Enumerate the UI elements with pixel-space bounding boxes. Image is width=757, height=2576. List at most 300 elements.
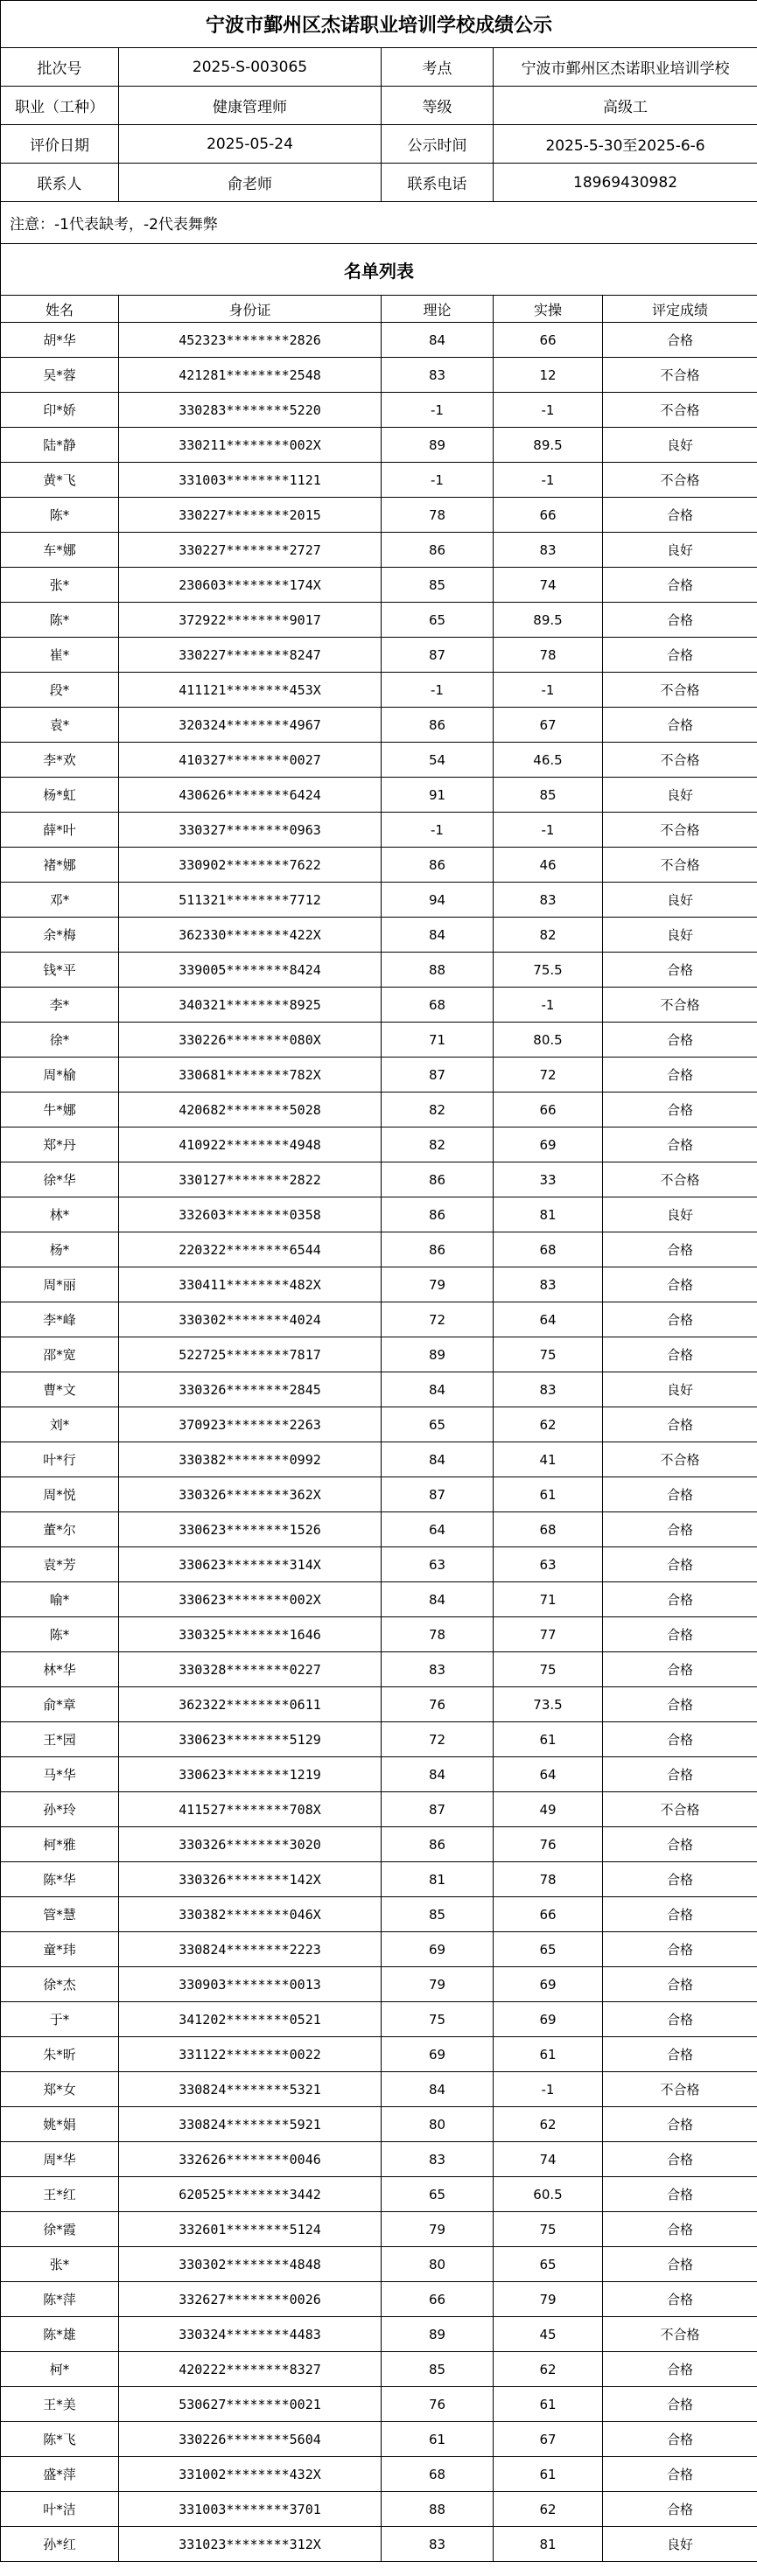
- cell-id-number: 330328********0227: [119, 1652, 382, 1687]
- table-row: [1, 358, 757, 393]
- cell-name: 曹*文: [1, 1372, 119, 1407]
- info-value-level: 高级工: [494, 87, 757, 125]
- cell-id-number: 411527********708X: [119, 1792, 382, 1827]
- cell-name: 杨*虹: [1, 778, 119, 813]
- cell-practice-score: 66: [494, 1093, 603, 1127]
- cell-name: 吴*蓉: [1, 358, 119, 393]
- cell-id-number: 330227********2015: [119, 498, 382, 533]
- cell-id-number: 420222********8327: [119, 2352, 382, 2387]
- cell-name: 徐*华: [1, 1162, 119, 1197]
- info-label-contact: 联系人: [1, 164, 119, 202]
- cell-practice-score: 82: [494, 918, 603, 953]
- table-row: [1, 1722, 757, 1757]
- table-row: [1, 1267, 757, 1302]
- cell-result: 合格: [603, 2212, 757, 2247]
- cell-result: 合格: [603, 1267, 757, 1302]
- table-row: [1, 2212, 757, 2247]
- cell-name: 朱*昕: [1, 2037, 119, 2072]
- table-row: [1, 2492, 757, 2527]
- cell-practice-score: 62: [494, 1407, 603, 1442]
- cell-theory-score: 86: [382, 1162, 494, 1197]
- cell-practice-score: -1: [494, 813, 603, 848]
- cell-practice-score: -1: [494, 393, 603, 428]
- cell-id-number: 421281********2548: [119, 358, 382, 393]
- cell-result: 良好: [603, 918, 757, 953]
- cell-result: 合格: [603, 1023, 757, 1058]
- cell-practice-score: 79: [494, 2282, 603, 2317]
- cell-name: 陈*: [1, 498, 119, 533]
- cell-result: 合格: [603, 2492, 757, 2527]
- cell-result: 合格: [603, 2352, 757, 2387]
- cell-theory-score: 86: [382, 533, 494, 568]
- cell-id-number: 330824********5921: [119, 2107, 382, 2142]
- cell-name: 孙*红: [1, 2527, 119, 2562]
- cell-name: 张*: [1, 2247, 119, 2282]
- list-title: 名单列表: [1, 244, 757, 296]
- cell-result: 合格: [603, 1652, 757, 1687]
- cell-id-number: 331023********312X: [119, 2527, 382, 2562]
- cell-result: 合格: [603, 1617, 757, 1652]
- cell-name: 郑*丹: [1, 1127, 119, 1162]
- cell-id-number: 420682********5028: [119, 1093, 382, 1127]
- table-row: [1, 1337, 757, 1372]
- cell-id-number: 522725********7817: [119, 1337, 382, 1372]
- cell-id-number: 530627********0021: [119, 2387, 382, 2422]
- cell-result: 合格: [603, 2142, 757, 2177]
- table-row: [1, 428, 757, 463]
- note-text: 注意：-1代表缺考，-2代表舞弊: [1, 202, 757, 244]
- cell-practice-score: 49: [494, 1792, 603, 1827]
- cell-theory-score: 76: [382, 2387, 494, 2422]
- cell-theory-score: 71: [382, 1023, 494, 1058]
- cell-result: 不合格: [603, 848, 757, 883]
- header-result: 评定成绩: [603, 296, 757, 323]
- table-row: [1, 1547, 757, 1582]
- cell-name: 于*: [1, 2002, 119, 2037]
- cell-practice-score: 83: [494, 1267, 603, 1302]
- info-value-publicity-time: 2025-5-30至2025-6-6: [494, 125, 757, 164]
- cell-practice-score: 75: [494, 1337, 603, 1372]
- cell-id-number: 330623********314X: [119, 1547, 382, 1582]
- cell-name: 陈*萍: [1, 2282, 119, 2317]
- cell-practice-score: 66: [494, 323, 603, 358]
- table-row: [1, 323, 757, 358]
- cell-result: 不合格: [603, 1442, 757, 1477]
- cell-theory-score: 85: [382, 2352, 494, 2387]
- cell-name: 周*悦: [1, 1477, 119, 1512]
- cell-theory-score: 80: [382, 2107, 494, 2142]
- cell-id-number: 362330********422X: [119, 918, 382, 953]
- cell-theory-score: 65: [382, 1407, 494, 1442]
- cell-name: 袁*芳: [1, 1547, 119, 1582]
- table-row: [1, 1687, 757, 1722]
- table-row: [1, 1302, 757, 1337]
- table-row: [1, 1023, 757, 1058]
- cell-name: 徐*杰: [1, 1967, 119, 2002]
- cell-theory-score: 68: [382, 988, 494, 1023]
- cell-name: 俞*章: [1, 1687, 119, 1722]
- cell-id-number: 332603********0358: [119, 1197, 382, 1232]
- cell-result: 合格: [603, 1582, 757, 1617]
- cell-result: 不合格: [603, 743, 757, 778]
- cell-id-number: 339005********8424: [119, 953, 382, 988]
- cell-practice-score: 68: [494, 1232, 603, 1267]
- table-row: [1, 2387, 757, 2422]
- cell-practice-score: 69: [494, 1967, 603, 2002]
- cell-name: 柯*雅: [1, 1827, 119, 1862]
- table-row: [1, 1967, 757, 2002]
- cell-result: 合格: [603, 1407, 757, 1442]
- table-row: [1, 1582, 757, 1617]
- cell-id-number: 330226********5604: [119, 2422, 382, 2457]
- cell-theory-score: 79: [382, 2212, 494, 2247]
- cell-result: 不合格: [603, 2317, 757, 2352]
- cell-practice-score: 72: [494, 1058, 603, 1093]
- cell-name: 褚*娜: [1, 848, 119, 883]
- cell-result: 合格: [603, 1232, 757, 1267]
- cell-practice-score: 60.5: [494, 2177, 603, 2212]
- cell-name: 陈*雄: [1, 2317, 119, 2352]
- cell-practice-score: 64: [494, 1302, 603, 1337]
- cell-result: 不合格: [603, 463, 757, 498]
- cell-id-number: 362322********0611: [119, 1687, 382, 1722]
- cell-id-number: 330326********142X: [119, 1862, 382, 1897]
- cell-theory-score: -1: [382, 673, 494, 708]
- header-name: 姓名: [1, 296, 119, 323]
- cell-result: 合格: [603, 2247, 757, 2282]
- cell-theory-score: 54: [382, 743, 494, 778]
- cell-practice-score: 68: [494, 1512, 603, 1547]
- cell-id-number: 410327********0027: [119, 743, 382, 778]
- table-row: [1, 2037, 757, 2072]
- info-label-site: 考点: [382, 48, 494, 87]
- cell-name: 张*: [1, 568, 119, 603]
- cell-result: 合格: [603, 1093, 757, 1127]
- cell-id-number: 330127********2822: [119, 1162, 382, 1197]
- info-value-eval-date: 2025-05-24: [119, 125, 382, 164]
- cell-name: 崔*: [1, 638, 119, 673]
- cell-name: 周*华: [1, 2142, 119, 2177]
- table-row: [1, 1897, 757, 1932]
- cell-id-number: 330903********0013: [119, 1967, 382, 2002]
- cell-theory-score: 81: [382, 1862, 494, 1897]
- cell-theory-score: 87: [382, 1792, 494, 1827]
- cell-name: 王*红: [1, 2177, 119, 2212]
- cell-theory-score: 84: [382, 1757, 494, 1792]
- cell-theory-score: 86: [382, 1232, 494, 1267]
- cell-result: 良好: [603, 1197, 757, 1232]
- cell-name: 马*华: [1, 1757, 119, 1792]
- table-row: [1, 1442, 757, 1477]
- cell-name: 薛*叶: [1, 813, 119, 848]
- cell-theory-score: 94: [382, 883, 494, 918]
- cell-practice-score: 65: [494, 1932, 603, 1967]
- cell-practice-score: 77: [494, 1617, 603, 1652]
- cell-name: 徐*: [1, 1023, 119, 1058]
- cell-practice-score: 89.5: [494, 428, 603, 463]
- cell-theory-score: 85: [382, 568, 494, 603]
- cell-theory-score: 86: [382, 1827, 494, 1862]
- cell-theory-score: 89: [382, 2317, 494, 2352]
- cell-name: 柯*: [1, 2352, 119, 2387]
- cell-theory-score: 76: [382, 1687, 494, 1722]
- cell-name: 陈*华: [1, 1862, 119, 1897]
- cell-theory-score: 84: [382, 1582, 494, 1617]
- cell-practice-score: 71: [494, 1582, 603, 1617]
- cell-name: 陈*飞: [1, 2422, 119, 2457]
- cell-result: 合格: [603, 1127, 757, 1162]
- info-label-occupation: 职业（工种）: [1, 87, 119, 125]
- cell-id-number: 330324********4483: [119, 2317, 382, 2352]
- table-row: [1, 2107, 757, 2142]
- cell-id-number: 330382********0992: [119, 1442, 382, 1477]
- info-label-batch: 批次号: [1, 48, 119, 87]
- cell-result: 合格: [603, 1058, 757, 1093]
- cell-practice-score: 75.5: [494, 953, 603, 988]
- table-row: [1, 918, 757, 953]
- cell-theory-score: 87: [382, 1058, 494, 1093]
- cell-practice-score: 80.5: [494, 1023, 603, 1058]
- cell-name: 陈*: [1, 1617, 119, 1652]
- cell-practice-score: 69: [494, 1127, 603, 1162]
- cell-theory-score: 75: [382, 2002, 494, 2037]
- cell-name: 周*丽: [1, 1267, 119, 1302]
- table-row: [1, 1197, 757, 1232]
- cell-name: 钱*平: [1, 953, 119, 988]
- cell-practice-score: 69: [494, 2002, 603, 2037]
- cell-id-number: 330302********4024: [119, 1302, 382, 1337]
- table-row: [1, 2422, 757, 2457]
- cell-practice-score: 63: [494, 1547, 603, 1582]
- table-row: [1, 1652, 757, 1687]
- cell-result: 不合格: [603, 1162, 757, 1197]
- cell-theory-score: 79: [382, 1267, 494, 1302]
- cell-name: 袁*: [1, 708, 119, 743]
- cell-practice-score: 62: [494, 2492, 603, 2527]
- cell-name: 董*尔: [1, 1512, 119, 1547]
- cell-result: 合格: [603, 708, 757, 743]
- table-row: [1, 848, 757, 883]
- table-row: [1, 1127, 757, 1162]
- cell-practice-score: -1: [494, 463, 603, 498]
- cell-name: 陆*静: [1, 428, 119, 463]
- cell-id-number: 330824********2223: [119, 1932, 382, 1967]
- cell-practice-score: -1: [494, 2072, 603, 2107]
- cell-theory-score: 84: [382, 323, 494, 358]
- cell-practice-score: 75: [494, 1652, 603, 1687]
- cell-name: 黄*飞: [1, 463, 119, 498]
- table-row: [1, 883, 757, 918]
- cell-id-number: 330623********002X: [119, 1582, 382, 1617]
- cell-name: 邓*: [1, 883, 119, 918]
- cell-practice-score: 62: [494, 2107, 603, 2142]
- cell-theory-score: 83: [382, 2527, 494, 2562]
- table-row: [1, 2072, 757, 2107]
- cell-name: 林*华: [1, 1652, 119, 1687]
- table-row: [1, 2247, 757, 2282]
- cell-result: 不合格: [603, 988, 757, 1023]
- cell-id-number: 330326********3020: [119, 1827, 382, 1862]
- table-row: [1, 1372, 757, 1407]
- cell-name: 胡*华: [1, 323, 119, 358]
- cell-practice-score: -1: [494, 673, 603, 708]
- cell-result: 合格: [603, 1302, 757, 1337]
- cell-id-number: 330623********5129: [119, 1722, 382, 1757]
- cell-theory-score: -1: [382, 393, 494, 428]
- cell-practice-score: 65: [494, 2247, 603, 2282]
- cell-result: 合格: [603, 1477, 757, 1512]
- table-row: [1, 1617, 757, 1652]
- cell-name: 郑*女: [1, 2072, 119, 2107]
- cell-result: 合格: [603, 498, 757, 533]
- table-row: [1, 603, 757, 638]
- cell-name: 李*欢: [1, 743, 119, 778]
- header-practice: 实操: [494, 296, 603, 323]
- cell-result: 合格: [603, 1862, 757, 1897]
- cell-practice-score: 66: [494, 498, 603, 533]
- cell-name: 孙*玲: [1, 1792, 119, 1827]
- cell-practice-score: 46: [494, 848, 603, 883]
- cell-practice-score: 12: [494, 358, 603, 393]
- cell-id-number: 452323********2826: [119, 323, 382, 358]
- cell-id-number: 331003********1121: [119, 463, 382, 498]
- table-row: [1, 813, 757, 848]
- info-label-publicity-time: 公示时间: [382, 125, 494, 164]
- cell-id-number: 331002********432X: [119, 2457, 382, 2492]
- cell-practice-score: 33: [494, 1162, 603, 1197]
- cell-theory-score: 82: [382, 1093, 494, 1127]
- cell-id-number: 330382********046X: [119, 1897, 382, 1932]
- table-row: [1, 708, 757, 743]
- cell-result: 合格: [603, 1757, 757, 1792]
- cell-result: 不合格: [603, 393, 757, 428]
- cell-name: 陈*: [1, 603, 119, 638]
- cell-practice-score: -1: [494, 988, 603, 1023]
- cell-theory-score: 84: [382, 2072, 494, 2107]
- info-value-site: 宁波市鄞州区杰诺职业培训学校: [494, 48, 757, 87]
- cell-theory-score: 80: [382, 2247, 494, 2282]
- cell-result: 合格: [603, 1967, 757, 2002]
- cell-id-number: 330227********8247: [119, 638, 382, 673]
- cell-id-number: 330325********1646: [119, 1617, 382, 1652]
- cell-practice-score: 67: [494, 2422, 603, 2457]
- cell-id-number: 330326********362X: [119, 1477, 382, 1512]
- table-row: [1, 638, 757, 673]
- cell-result: 合格: [603, 1932, 757, 1967]
- table-row: [1, 1407, 757, 1442]
- cell-practice-score: 81: [494, 1197, 603, 1232]
- table-row: [1, 1862, 757, 1897]
- cell-name: 车*娜: [1, 533, 119, 568]
- cell-result: 合格: [603, 1512, 757, 1547]
- table-row: [1, 743, 757, 778]
- cell-practice-score: 78: [494, 1862, 603, 1897]
- cell-name: 邵*宽: [1, 1337, 119, 1372]
- cell-result: 良好: [603, 533, 757, 568]
- table-row: [1, 2527, 757, 2562]
- table-header-row: [1, 296, 757, 323]
- table-row: [1, 2282, 757, 2317]
- table-row: [1, 1827, 757, 1862]
- cell-practice-score: 73.5: [494, 1687, 603, 1722]
- cell-name: 徐*霞: [1, 2212, 119, 2247]
- cell-result: 良好: [603, 2527, 757, 2562]
- cell-practice-score: 75: [494, 2212, 603, 2247]
- cell-theory-score: 78: [382, 1617, 494, 1652]
- cell-id-number: 220322********6544: [119, 1232, 382, 1267]
- cell-theory-score: 88: [382, 953, 494, 988]
- cell-theory-score: 88: [382, 2492, 494, 2527]
- cell-result: 良好: [603, 1372, 757, 1407]
- cell-result: 良好: [603, 428, 757, 463]
- cell-result: 不合格: [603, 2072, 757, 2107]
- cell-result: 合格: [603, 638, 757, 673]
- cell-name: 李*: [1, 988, 119, 1023]
- cell-result: 合格: [603, 1687, 757, 1722]
- cell-practice-score: 61: [494, 2037, 603, 2072]
- cell-practice-score: 74: [494, 2142, 603, 2177]
- cell-theory-score: 84: [382, 1372, 494, 1407]
- table-row: [1, 1058, 757, 1093]
- cell-result: 合格: [603, 1897, 757, 1932]
- cell-name: 叶*洁: [1, 2492, 119, 2527]
- cell-practice-score: 83: [494, 533, 603, 568]
- cell-result: 合格: [603, 2037, 757, 2072]
- cell-theory-score: 85: [382, 1897, 494, 1932]
- cell-theory-score: 91: [382, 778, 494, 813]
- cell-name: 盛*萍: [1, 2457, 119, 2492]
- cell-practice-score: 67: [494, 708, 603, 743]
- cell-name: 林*: [1, 1197, 119, 1232]
- table-row: [1, 2457, 757, 2492]
- cell-id-number: 330211********002X: [119, 428, 382, 463]
- cell-result: 良好: [603, 883, 757, 918]
- table-row: [1, 1757, 757, 1792]
- header-theory: 理论: [382, 296, 494, 323]
- cell-id-number: 230603********174X: [119, 568, 382, 603]
- cell-result: 合格: [603, 1722, 757, 1757]
- header-id: 身份证: [119, 296, 382, 323]
- cell-theory-score: 72: [382, 1302, 494, 1337]
- cell-theory-score: 87: [382, 638, 494, 673]
- cell-result: 合格: [603, 2177, 757, 2212]
- cell-theory-score: 86: [382, 1197, 494, 1232]
- cell-result: 合格: [603, 953, 757, 988]
- cell-result: 不合格: [603, 813, 757, 848]
- cell-result: 不合格: [603, 358, 757, 393]
- table-row: [1, 988, 757, 1023]
- cell-id-number: 330227********2727: [119, 533, 382, 568]
- cell-id-number: 330326********2845: [119, 1372, 382, 1407]
- cell-id-number: 620525********3442: [119, 2177, 382, 2212]
- cell-theory-score: 84: [382, 918, 494, 953]
- table-row: [1, 953, 757, 988]
- cell-theory-score: -1: [382, 813, 494, 848]
- cell-result: 良好: [603, 778, 757, 813]
- cell-id-number: 372922********9017: [119, 603, 382, 638]
- cell-id-number: 330902********7622: [119, 848, 382, 883]
- cell-name: 刘*: [1, 1407, 119, 1442]
- cell-theory-score: 63: [382, 1547, 494, 1582]
- table-row: [1, 1162, 757, 1197]
- table-row: [1, 673, 757, 708]
- cell-practice-score: 85: [494, 778, 603, 813]
- cell-practice-score: 64: [494, 1757, 603, 1792]
- cell-id-number: 341202********0521: [119, 2002, 382, 2037]
- cell-practice-score: 41: [494, 1442, 603, 1477]
- table-row: [1, 1932, 757, 1967]
- info-value-phone: 18969430982: [494, 164, 757, 202]
